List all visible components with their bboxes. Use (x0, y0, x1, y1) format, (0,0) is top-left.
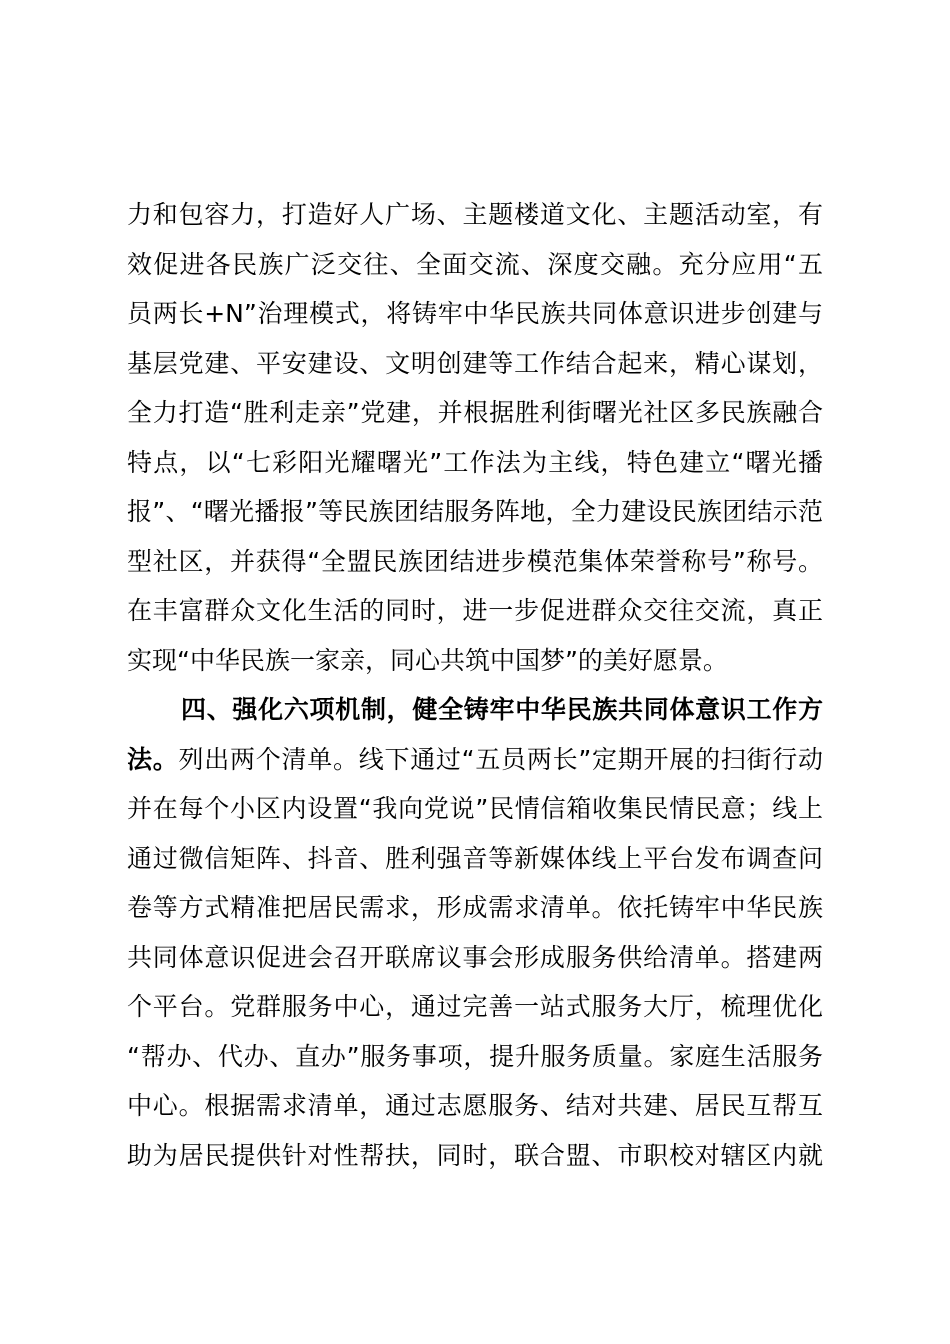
text-line: 特点，以“七彩阳光耀曙光”工作法为主线，特色建立“曙光播 (127, 447, 823, 477)
section-heading: 四、强化六项机制，健全铸牢中华民族共同体意识工作方 (181, 695, 823, 724)
text-line: 通过微信矩阵、抖音、胜利强音等新媒体线上平台发布调查问 (127, 843, 823, 873)
paragraph-section-four (127, 685, 823, 1180)
text-line: 实现“中华民族一家亲，同心共筑中国梦”的美好愿景。 (127, 645, 728, 675)
text-line: 员两长+N”治理模式，将铸牢中华民族共同体意识进步创建与 (127, 299, 823, 328)
text-line: 卷等方式精准把居民需求，形成需求清单。依托铸牢中华民族 (127, 893, 823, 922)
text-line: “帮办、代办、直办”服务事项，提升服务质量。家庭生活服务 (127, 1041, 823, 1071)
text-line: 型社区，并获得“全盟民族团结进步模范集体荣誉称号”称号。 (127, 546, 823, 576)
document-body (127, 190, 823, 1180)
section-heading-end: 法。 (127, 744, 179, 774)
text-line: 个平台。党群服务中心，通过完善一站式服务大厅，梳理优化 (127, 992, 823, 1021)
text-line: 并在每个小区内设置“我向党说”民情信箱收集民情民意；线上 (127, 794, 823, 823)
paragraph-continued (127, 190, 823, 685)
text-line: 效促进各民族广泛交往、全面交流、深度交融。充分应用“五 (127, 249, 823, 279)
text-line: 力和包容力，打造好人广场、主题楼道文化、主题活动室，有 (127, 200, 823, 229)
text-line (127, 735, 823, 785)
text-line: 中心。根据需求清单，通过志愿服务、结对共建、居民互帮互 (127, 1091, 823, 1120)
text-line: 在丰富群众文化生活的同时，进一步促进群众交往交流，真正 (127, 596, 823, 625)
text-fragment: 列出两个清单。线下通过“五员两长”定期开展的扫街行动 (178, 744, 823, 774)
text-line: 全力打造“胜利走亲”党建，并根据胜利街曙光社区多民族融合 (127, 398, 823, 427)
text-line: 报”、“曙光播报”等民族团结服务阵地，全力建设民族团结示范 (127, 497, 823, 526)
text-line: 助为居民提供针对性帮扶，同时，联合盟、市职校对辖区内就 (127, 1140, 823, 1170)
text-line: 共同体意识促进会召开联席议事会形成服务供给清单。搭建两 (127, 942, 823, 972)
text-line: 基层党建、平安建设、文明创建等工作结合起来，精心谋划， (127, 348, 823, 378)
